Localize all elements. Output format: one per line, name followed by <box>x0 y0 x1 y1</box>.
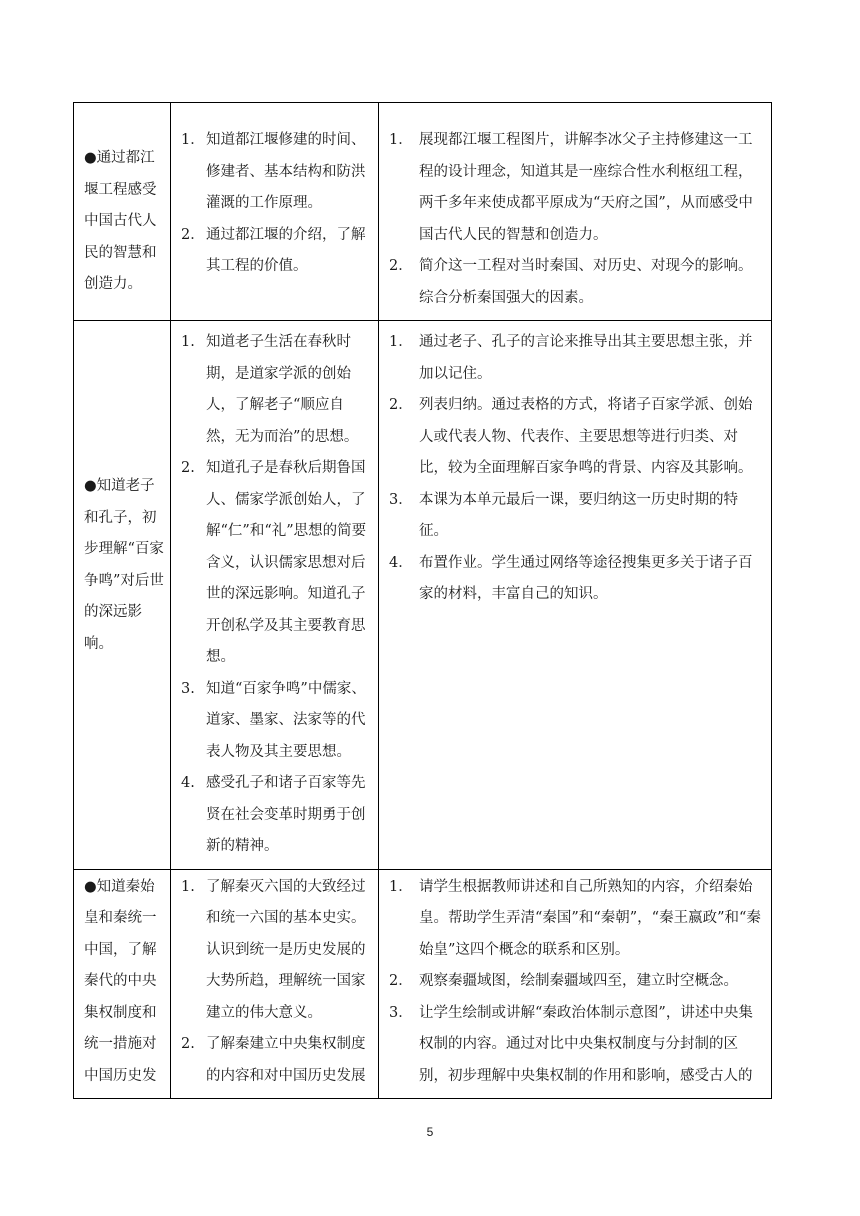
goal-number: 1． <box>181 132 205 148</box>
curriculum-standard: ●知道秦始皇和秦统一中国，了解秦代的中央集权制度和统一措施对中国历史发 <box>84 878 157 1084</box>
curriculum-standard: ●知道老子和孔子，初步理解“百家争鸣”对后世的深远影响。 <box>84 478 164 652</box>
goal-text: 知道孔子是春秋后期鲁国人、儒家学派创始人，了解“仁”和“礼”思想的简要含义，认识儒家思想对后世的深远影响。知道孔子开创私学及其主要教育思想。 <box>206 460 367 665</box>
goal-text: 了解秦灭六国的大致经过和统一六国的基本史实。认识到统一是历史发展的大势所趋，理解统一国家建立的伟大意义。 <box>206 878 366 1021</box>
activity-number: 1． <box>389 132 413 148</box>
activity-item <box>389 966 764 998</box>
activity-item <box>389 548 764 611</box>
activity-item <box>389 872 764 967</box>
page-number: 5 <box>426 1125 434 1139</box>
activity-item <box>389 251 764 314</box>
activity-item <box>389 125 764 251</box>
goal-number: 2． <box>181 226 205 243</box>
goal-item <box>181 125 371 220</box>
activity-number: 3． <box>389 1004 413 1021</box>
standard-cell <box>74 321 171 870</box>
goal-number: 4. <box>181 775 195 791</box>
goal-text: 知道老子生活在春秋时期，是道家学派的创始人，了解老子“顺应自然，无为而治”的思想。 <box>206 334 359 445</box>
activity-text: 本课为本单元最后一课，要归纳这一历史时期的特征。 <box>419 491 738 539</box>
activity-item <box>389 390 764 485</box>
goal-text: 感受孔子和诸子百家等先贤在社会变革时期勇于创新的精神。 <box>206 775 366 854</box>
goal-item <box>181 674 371 769</box>
activity-text: 简介这一工程对当时秦国、对历史、对现今的影响。综合分析秦国强大的因素。 <box>419 258 753 306</box>
table-row <box>74 103 772 321</box>
goal-item <box>181 220 371 283</box>
goal-number: 1. <box>181 334 195 350</box>
activity-text: 请学生根据教师讲述和自己所熟知的内容，介绍秦始皇。帮助学生弄清“秦国”和“秦朝”，“秦王嬴政”和“秦始皇”这四个概念的联系和区别。 <box>419 878 761 958</box>
activity-text: 展现都江堰工程图片，讲解李冰父子主持修建这一工程的设计理念，知道其是一座综合性水利枢纽工程，两千多年来使成都平原成为“天府之国”，从而感受中国古代人民的智慧和创造力。 <box>419 132 753 243</box>
activities-cell <box>379 869 772 1099</box>
activity-item <box>389 327 764 390</box>
activity-item <box>389 998 764 1093</box>
activity-number: 3． <box>389 491 413 508</box>
activity-number: 1． <box>389 334 413 350</box>
lesson-plan-table <box>73 102 772 1099</box>
activity-number: 4． <box>389 554 413 571</box>
goal-number: 2. <box>181 1036 195 1052</box>
activity-number: 1． <box>389 878 413 895</box>
goals-cell <box>171 869 379 1099</box>
activity-text: 让学生绘制或讲解“秦政治体制示意图”，讲述中央集权制的内容。通过对比中央集权制度与分封制的区别，初步理解中央集权制的作用和影响，感受古人的 <box>419 1004 753 1084</box>
goal-number: 1. <box>181 878 195 895</box>
activity-number: 2． <box>389 258 413 274</box>
activity-text: 通过老子、孔子的言论来推导出其主要思想主张，并加以记住。 <box>419 334 753 382</box>
activity-text: 列表归纳。通过表格的方式，将诸子百家学派、创始人或代表人物、代表作、主要思想等进行归类、对比，较为全面理解百家争鸣的背景、内容及其影响。 <box>419 397 753 476</box>
activity-number: 2． <box>389 397 413 413</box>
standard-cell <box>74 103 171 321</box>
standard-cell <box>74 869 171 1099</box>
goals-cell <box>171 321 379 870</box>
goal-item <box>181 327 371 453</box>
goal-item <box>181 453 371 674</box>
curriculum-standard: ●通过都江堰工程感受中国古代人民的智慧和创造力。 <box>84 150 157 292</box>
goals-cell <box>171 103 379 321</box>
goal-item <box>181 872 371 1030</box>
table-row <box>74 321 772 870</box>
activities-cell <box>379 103 772 321</box>
goal-item <box>181 1029 371 1092</box>
activity-item <box>389 485 764 548</box>
activity-text: 观察秦疆域图，绘制秦疆域四至，建立时空概念。 <box>419 973 738 989</box>
goal-number: 2. <box>181 460 195 476</box>
goal-text: 知道“百家争鸣”中儒家、道家、墨家、法家等的代表人物及其主要思想。 <box>206 680 366 760</box>
goal-item <box>181 768 371 863</box>
goal-text: 了解秦建立中央集权制度的内容和对中国历史发展 <box>206 1036 366 1084</box>
goal-number: 3. <box>181 680 195 697</box>
table-row <box>74 869 772 1099</box>
activities-cell <box>379 321 772 870</box>
activity-number: 2． <box>389 973 413 989</box>
activity-text: 布置作业。学生通过网络等途径搜集更多关于诸子百家的材料，丰富自己的知识。 <box>419 554 753 602</box>
goal-text: 知道都江堰修建的时间、修建者、基本结构和防洪灌溉的工作原理。 <box>206 132 366 211</box>
goal-text: 通过都江堰的介绍，了解其工程的价值。 <box>206 226 366 274</box>
